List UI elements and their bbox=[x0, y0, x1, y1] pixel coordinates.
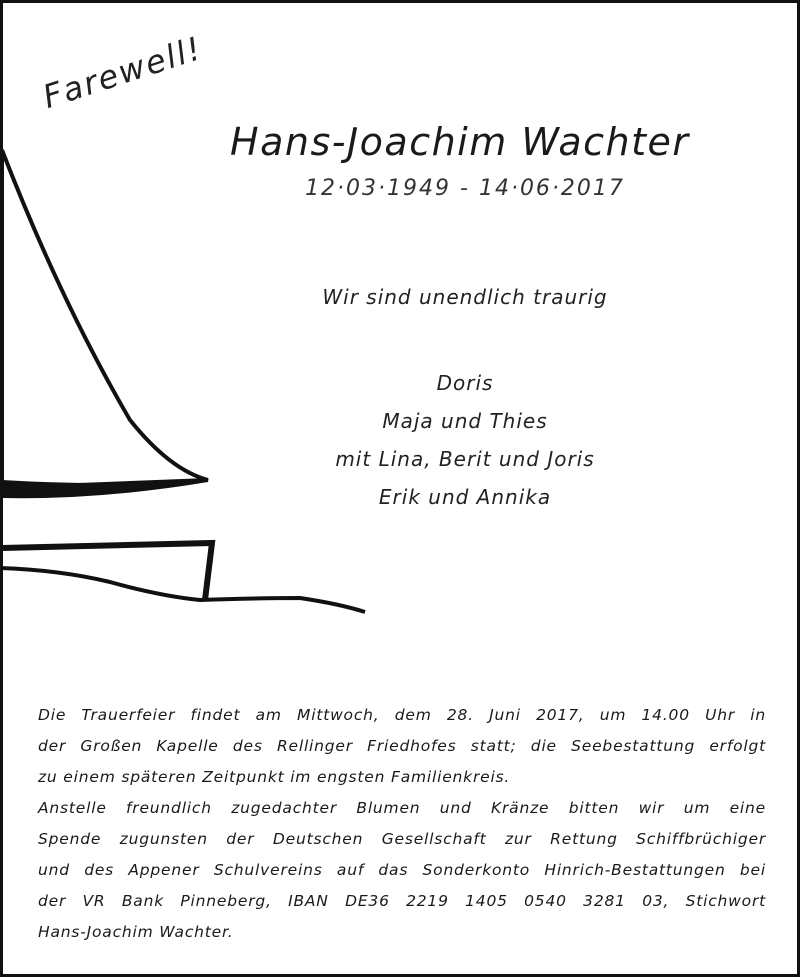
notice-line: zu einem späteren Zeitpunkt im engsten Familienkreis. bbox=[38, 768, 511, 786]
grief-message: Wir sind unendlich traurig bbox=[322, 285, 608, 309]
family-member: mit Lina, Berit und Joris bbox=[335, 447, 595, 471]
notice-line: Die Trauerfeier findet am Mittwoch, dem 28. Juni 2017, um 14.00 Uhr in bbox=[38, 706, 766, 724]
family-list bbox=[230, 364, 700, 516]
farewell-heading: Farewell! bbox=[38, 28, 208, 116]
notice-line: Anstelle freundlich zugedachter Blumen und Kränze bitten wir um eine bbox=[38, 799, 766, 817]
notice-line: Hans-Joachim Wachter. bbox=[38, 923, 234, 941]
family-member: Erik und Annika bbox=[378, 485, 552, 509]
notice-line: und des Appener Schulvereins auf das Sonderkonto Hinrich-Bestattungen bei bbox=[38, 861, 766, 879]
family-member: Maja und Thies bbox=[382, 409, 548, 433]
sail-shape bbox=[2, 150, 208, 488]
notice-line: der Großen Kapelle des Rellinger Friedhofes statt; die Seebestattung erfolgt bbox=[38, 737, 766, 755]
funeral-notice-text bbox=[38, 700, 766, 948]
family-member: Doris bbox=[436, 371, 494, 395]
notice-line: Spende zugunsten der Deutschen Gesellschaft zur Rettung Schiffbrüchiger bbox=[38, 830, 766, 848]
water-line bbox=[0, 568, 365, 612]
notice-line: der VR Bank Pinneberg, IBAN DE36 2219 1405 0540 3281 03, Stichwort bbox=[38, 892, 766, 910]
life-dates: 12·03·1949 - 14·06·2017 bbox=[305, 176, 625, 201]
deceased-name: Hans-Joachim Wachter bbox=[230, 120, 690, 164]
